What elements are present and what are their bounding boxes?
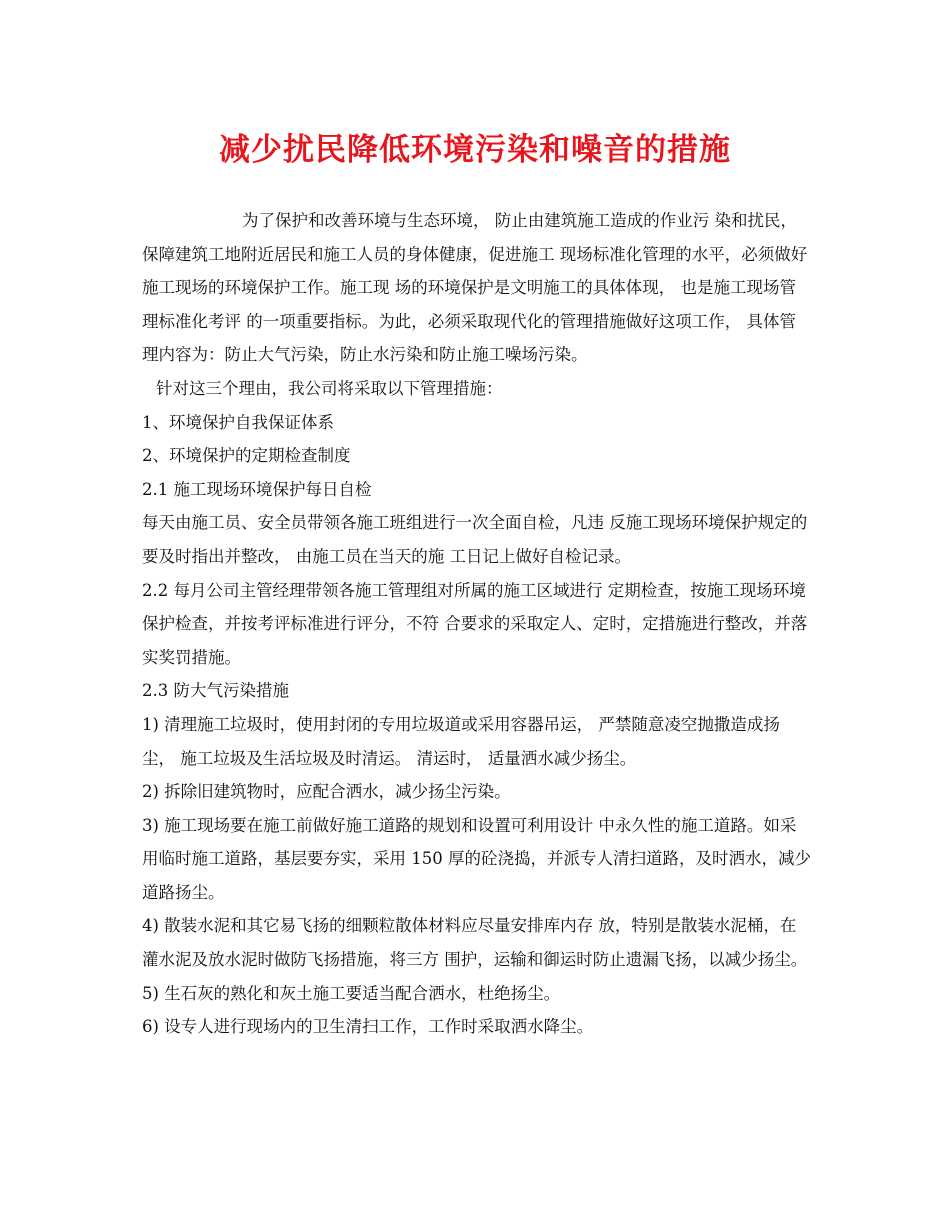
- paragraph: 2.3 防大气污染措施: [142, 681, 289, 701]
- paragraph: 2.2 每月公司主管经理带领各施工管理组对所属的施工区域进行 定期检查，按施工现场环境保护检查，并按考评标准进行评分，不符 合要求的采取定人、定时，定措施进行整改，并落实奖罚措施。: [142, 580, 808, 667]
- paragraph: 2.1 施工现场环境保护每日自检: [142, 479, 372, 499]
- paragraph: 6) 设专人进行现场内的卫生清扫工作，工作时采取洒水降尘。: [142, 1017, 594, 1037]
- paragraph: 1、环境保护自我保证体系: [142, 412, 334, 432]
- document-body: [142, 204, 812, 1044]
- paragraph: 2、环境保护的定期检查制度: [142, 446, 351, 466]
- paragraph: 2) 拆除旧建筑物时，应配合洒水，减少扬尘污染。: [142, 782, 511, 802]
- paragraph: 针对这三个理由，我公司将采取以下管理措施：: [156, 378, 503, 398]
- document-title: 减少扰民降低环境污染和噪音的措施: [219, 132, 731, 168]
- paragraph: 4) 散装水泥和其它易飞扬的细颗粒散体材料应尽量安排库内存 放，特别是散装水泥桶，在灌水泥及放水泥时做防飞扬措施，将三方 围护，运输和御运时防止遗漏飞扬，以减少扬尘。 5) 生石灰的熟化和灰土施工要适当配合洒水，杜绝扬尘。: [142, 916, 808, 1003]
- paragraph: 1) 清理施工垃圾时，使用封闭的专用垃圾道或采用容器吊运， 严禁随意凌空抛撒造成扬尘， 施工垃圾及生活垃圾及时清运。 清运时， 适量洒水减少扬尘。: [142, 714, 780, 768]
- paragraph: 每天由施工员、安全员带领各施工班组进行一次全面自检，凡违 反施工现场环境保护规定的要及时指出并整改， 由施工员在当天的施 工日记上做好自检记录。: [142, 513, 808, 566]
- paragraph: 为了保护和改善环境与生态环境， 防止由建筑施工造成的作业污 染和扰民，保障建筑工地附近居民和施工人员的身体健康，促进施工 现场标准化管理的水平，必须做好施工现场的环境保护工作。施工现 场的环境保护是文明施工的具体体现， 也是施工现场管理标准化考评 的一项重要指标。为此，必须采取现代化的管理措施做好这项工作， 具体管理内容为：防止大气污染，防止水污染和防止施工噪场污染。: [142, 211, 808, 365]
- paragraph: 3) 施工现场要在施工前做好施工道路的规划和设置可利用设计 中永久性的施工道路。如采用临时施工道路，基层要夯实，采用 150 厚的砼浇捣，并派专人清扫道路，及时洒水，减少道路扬尘。: [142, 815, 811, 902]
